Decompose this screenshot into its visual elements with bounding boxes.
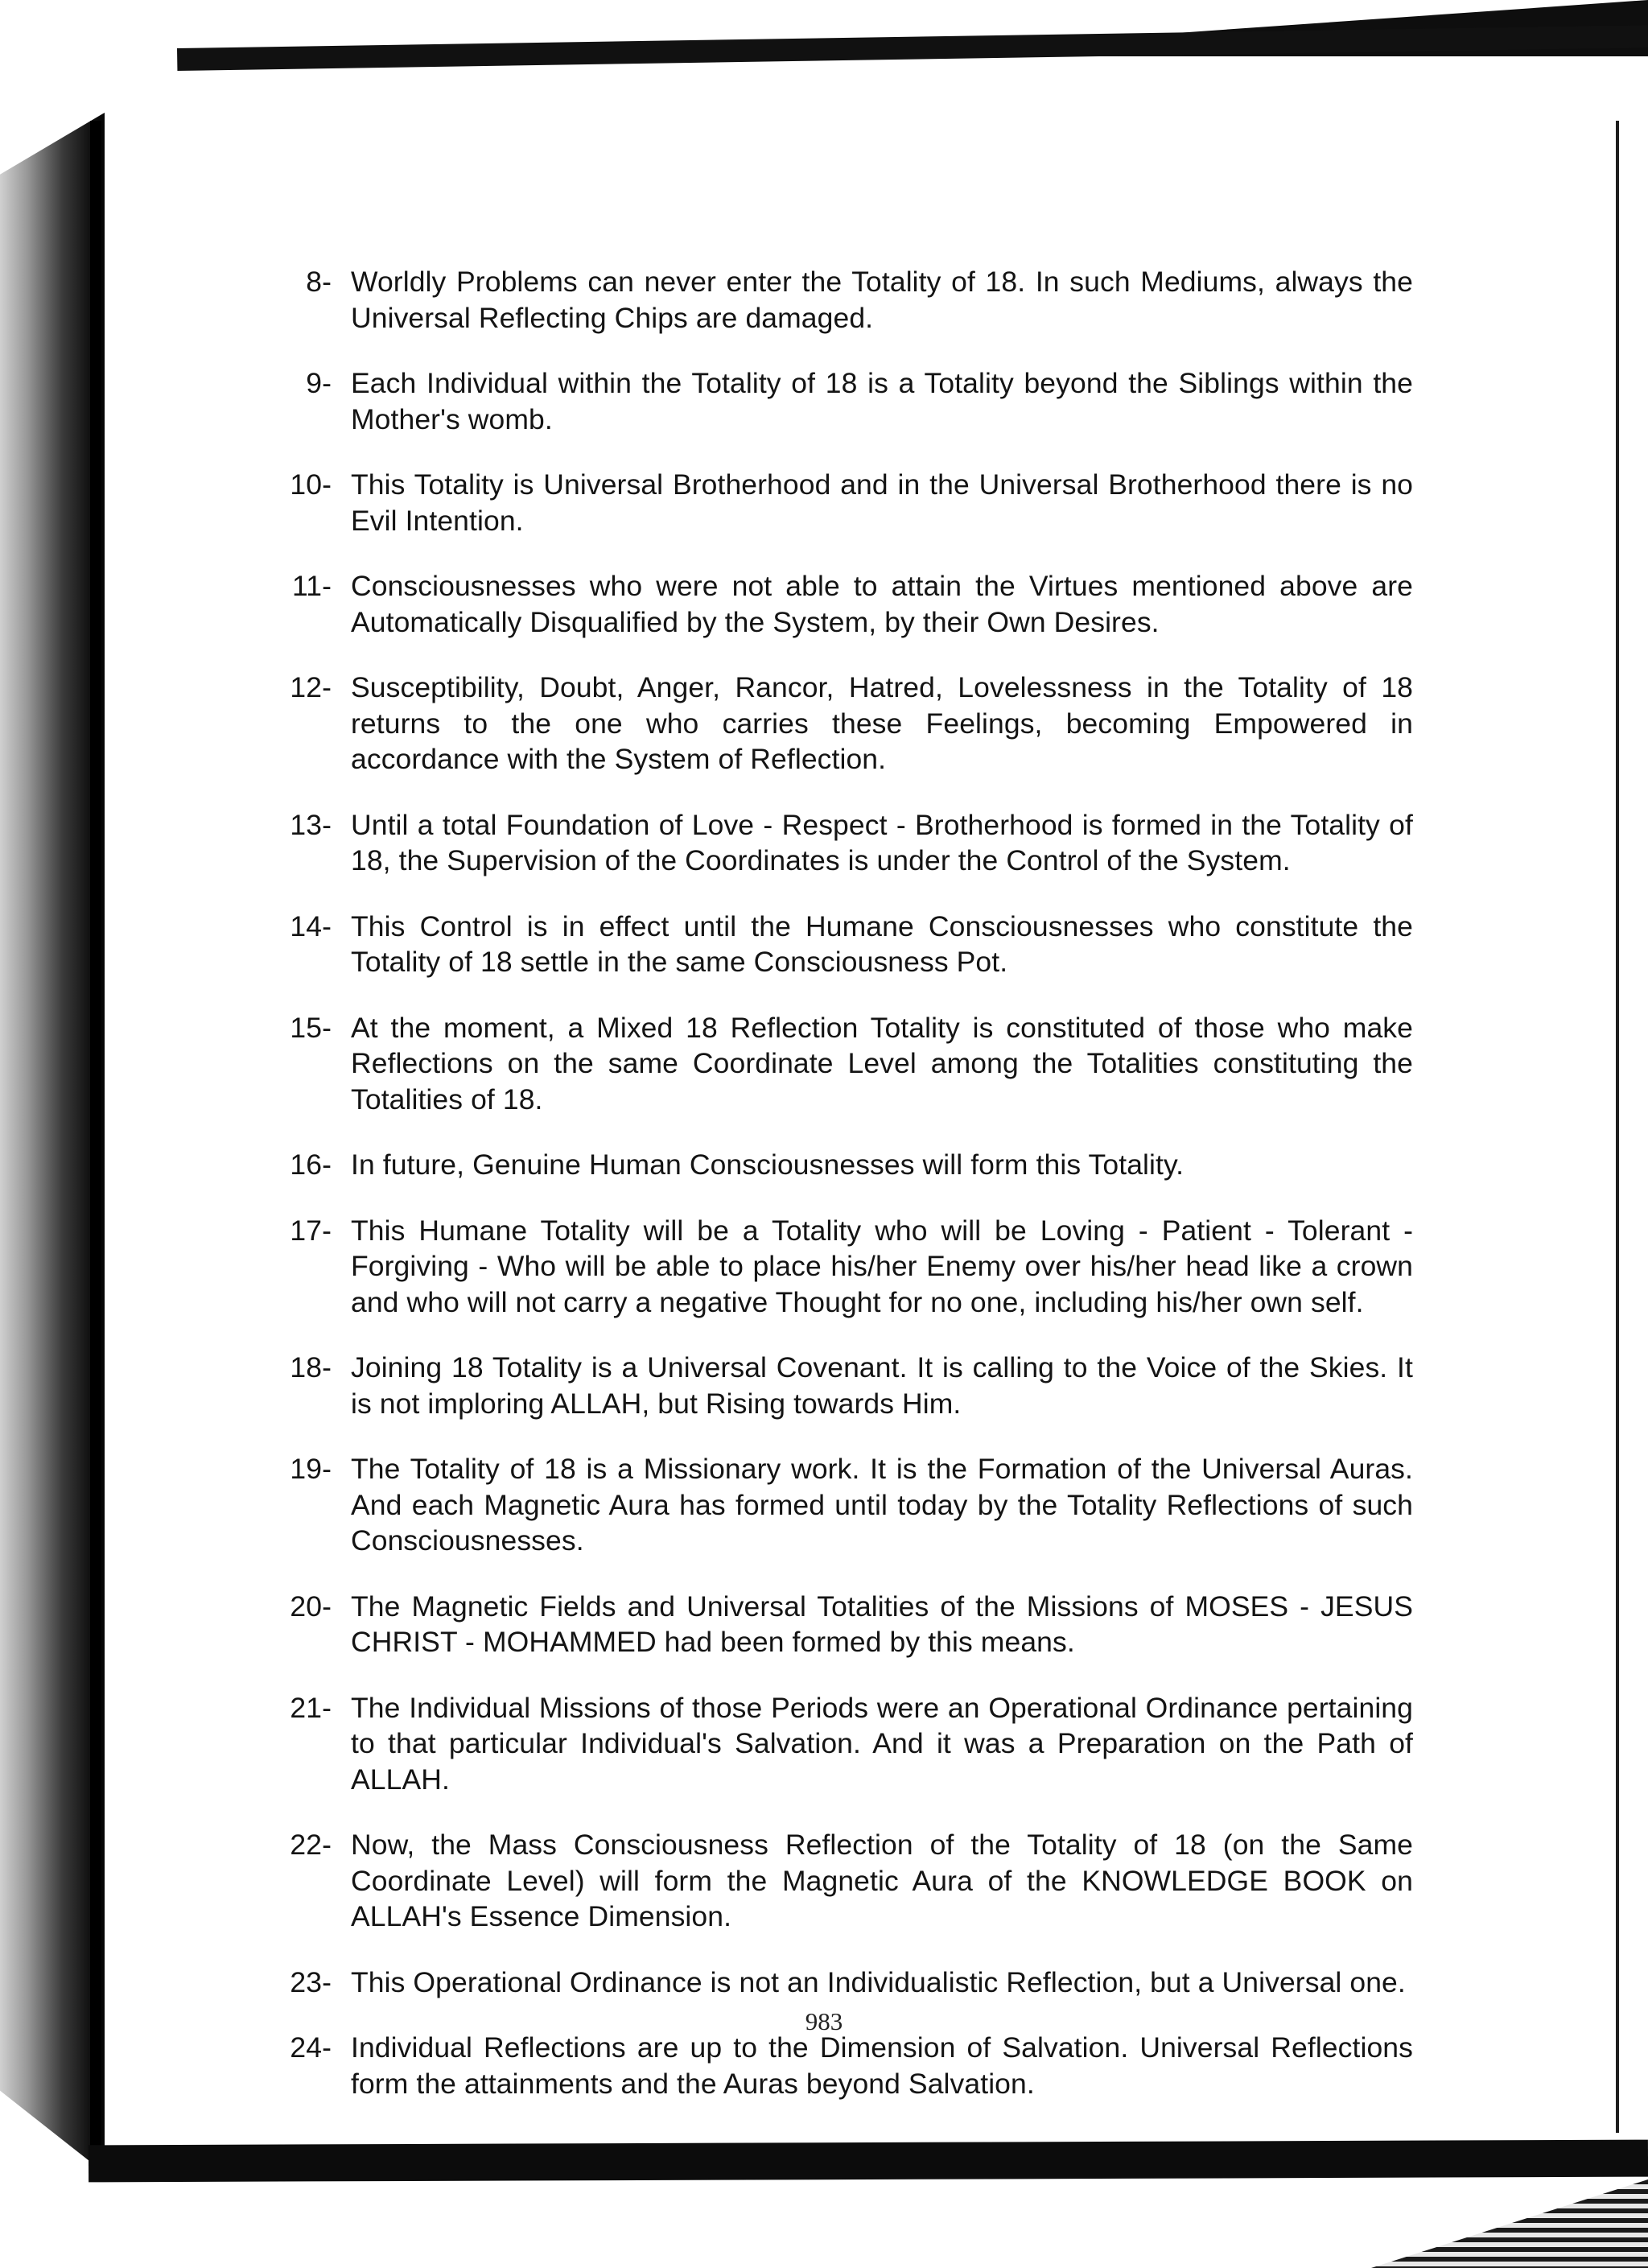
item-text: This Totality is Universal Brotherhood and in the Universal Brotherhood there is no Evil Intention. [351,468,1413,537]
item-number: 19- [290,1453,332,1485]
item-number: 17- [290,1214,332,1247]
list-item [266,1350,1413,1421]
list-item [266,909,1413,980]
item-number: 13- [290,808,332,841]
list-item [266,365,1413,437]
item-number: 22- [290,1829,332,1861]
item-text: This Humane Totality will be a Totality who will be Loving - Patient - Tolerant - Forgiving - Who will be able to place his/her Enemy over his/her head like a crown and who will not carry a negative Thought for no one, including his/her own self. [351,1214,1413,1318]
list-item [266,807,1413,879]
scan-edge-right [1616,121,1619,2133]
item-text: Consciousnesses who were not able to attain the Virtues mentioned above are Automatically Disqualified by the System, by their Own Desires. [351,570,1413,638]
item-text: Now, the Mass Consciousness Reflection of the Totality of 18 (on the Same Coordinate Level) will form the Magnetic Aura of the KNOWLEDGE BOOK on ALLAH's Essence Dimension. [351,1829,1413,1932]
item-text: This Control is in effect until the Humane Consciousnesses who constitute the Totality of 18 settle in the same Consciousness Pot. [351,909,1413,978]
item-text: In future, Genuine Human Consciousnesses will form this Totality. [351,1148,1184,1181]
item-number: 8- [306,266,332,298]
item-number: 18- [290,1351,332,1383]
list-item [266,670,1413,777]
item-number: 20- [290,1590,332,1623]
page-number: 983 [805,2007,843,2035]
item-text: Worldly Problems can never enter the Totality of 18. In such Mediums, always the Universal Reflecting Chips are damaged. [351,266,1413,334]
item-number: 10- [290,468,332,501]
item-number: 9- [306,367,332,399]
list-item [266,1451,1413,1559]
list-item [266,1690,1413,1798]
list-item [266,2030,1413,2101]
item-text: Susceptibility, Doubt, Anger, Rancor, Hatred, Lovelessness in the Totality of 18 returns to the one who carries these Feelings, becoming Empowered in accordance with the System of Reflection. [351,671,1413,775]
scan-edge-top [177,25,1648,71]
numbered-list [266,264,1413,2131]
item-number: 15- [290,1011,332,1044]
scan-edge-bottom-right [1302,2179,1648,2268]
item-text: Individual Reflections are up to the Dimension of Salvation. Universal Reflections form the attainments and the Auras beyond Salvation. [351,2031,1413,2100]
list-item [266,264,1413,336]
item-text: Until a total Foundation of Love - Respect - Brotherhood is formed in the Totality of 18, the Supervision of the Coordinates is under the Control of the System. [351,808,1413,876]
item-text: The Magnetic Fields and Universal Totalities of the Missions of MOSES - JESUS CHRIST - MOHAMMED had been formed by this means. [351,1590,1413,1658]
list-item [266,1589,1413,1660]
item-text: Each Individual within the Totality of 18 is a Totality beyond the Siblings within the Mother's womb. [351,367,1413,435]
item-text: The Totality of 18 is a Missionary work. It is the Formation of the Universal Auras. And each Magnetic Aura has formed until today by the Totality Reflections of such Consciousnesses. [351,1453,1413,1557]
item-number: 14- [290,909,332,942]
list-item [266,568,1413,640]
item-text: Joining 18 Totality is a Universal Covenant. It is calling to the Voice of the Skies. It is not imploring ALLAH, but Rising towards Him. [351,1351,1413,1420]
scan-edge-bottom [89,2140,1648,2183]
item-text: The Individual Missions of those Periods were an Operational Ordinance pertaining to that particular Individual's Salvation. And it was a Preparation on the Path of ALLAH. [351,1691,1413,1796]
item-number: 21- [290,1691,332,1724]
list-item [266,1010,1413,1118]
list-item [266,1147,1413,1183]
item-number: 12- [290,671,332,703]
list-item [266,1213,1413,1321]
item-number: 11- [292,570,332,602]
list-item [266,1965,1413,2001]
item-text: This Operational Ordinance is not an Individualistic Reflection, but a Universal one. [351,1965,1406,1998]
book-spine-shadow [90,121,101,2165]
scan-edge-left [0,113,105,2173]
item-number: 23- [290,1965,332,1998]
list-item [266,1827,1413,1935]
item-text: At the moment, a Mixed 18 Reflection Totality is constituted of those who make Reflections on the same Coordinate Level among the Totalities constituting the Totalities of 18. [351,1011,1413,1115]
item-number: 24- [290,2031,332,2064]
list-item [266,467,1413,538]
item-number: 16- [290,1148,332,1181]
